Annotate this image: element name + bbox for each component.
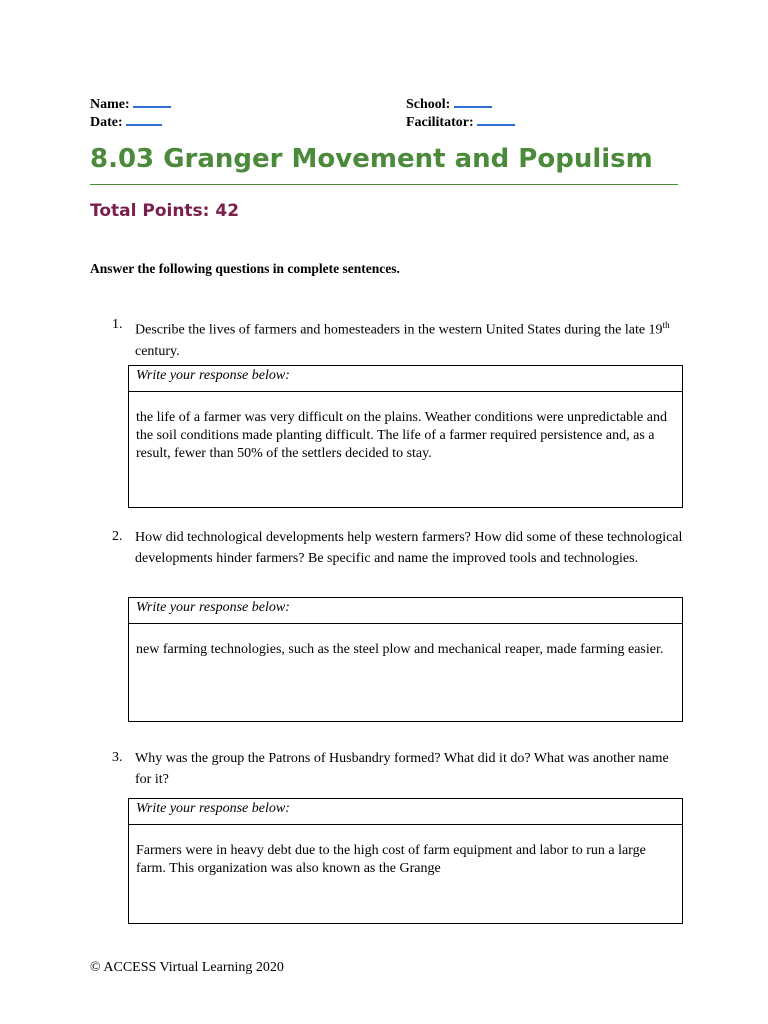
copyright-footer: © ACCESS Virtual Learning 2020 [90,960,284,975]
name-blank[interactable] [133,94,171,108]
superscript: th [662,320,670,330]
name-label: Name: [90,97,130,112]
date-blank[interactable] [126,112,162,126]
date-field[interactable] [90,112,162,131]
response-answer[interactable]: new farming technologies, such as the steel plow and mechanical reaper, made farming easier. [136,642,664,657]
response-label: Write your response below: [129,366,682,392]
response-answer[interactable]: Farmers were in heavy debt due to the high cost of farm equipment and labor to run a large farm. This organization was also known as the Grange [136,843,646,876]
name-field[interactable] [90,94,171,113]
instructions: Answer the following questions in complete sentences. [90,261,400,276]
response-answer[interactable]: the life of a farmer was very difficult on the plains. Weather conditions were unpredictable and the soil conditions made planting difficult. The life of a farmer required persistence and, as a result, fewer than 50% of the settlers decided to stay. [136,410,667,461]
date-label: Date: [90,115,123,130]
response-box[interactable] [128,597,683,722]
question-number: 2. [112,529,123,544]
question-text: Why was the group the Patrons of Husbandry formed? What did it do? What was another name for it? [135,751,669,787]
response-label: Write your response below: [129,799,682,825]
facilitator-label: Facilitator: [406,115,474,130]
school-blank[interactable] [454,94,492,108]
title-divider [90,184,678,185]
question-number: 1. [112,317,123,332]
response-box[interactable] [128,798,683,924]
question-text [135,315,685,362]
question-text-part: century. [135,343,180,359]
school-label: School: [406,97,451,112]
school-field[interactable] [406,94,492,113]
response-box[interactable] [128,365,683,508]
question-text-part: Describe the lives of farmers and homesteaders in the western United States during the late 19 [135,322,663,338]
question-number: 3. [112,750,123,765]
question-text: How did technological developments help western farmers? How did some of these technological developments hinder farmers? Be specific and name the improved tools and technologies. [135,530,683,566]
page-title: 8.03 Granger Movement and Populism [90,144,653,174]
total-points: Total Points: 42 [90,201,240,221]
facilitator-blank[interactable] [477,112,515,126]
facilitator-field[interactable] [406,112,515,131]
response-label: Write your response below: [129,598,682,624]
